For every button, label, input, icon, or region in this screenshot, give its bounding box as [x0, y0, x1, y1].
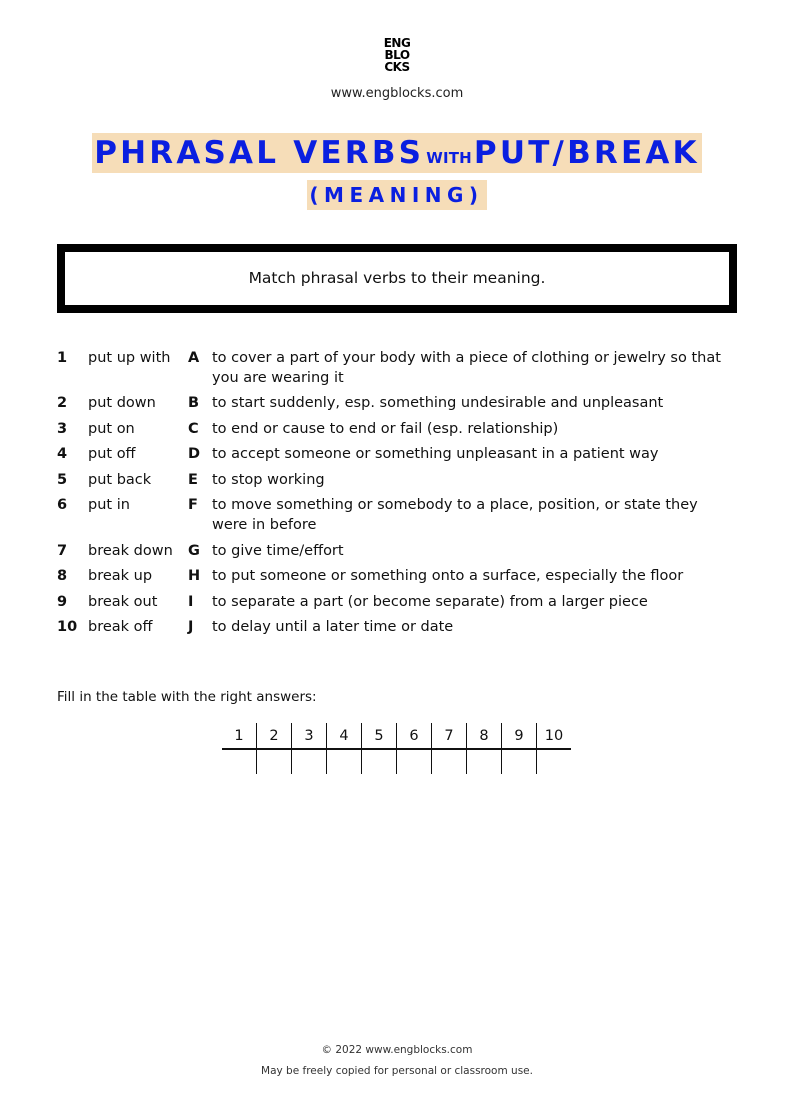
logo-line: ENG	[383, 36, 411, 50]
meaning-text: to separate a part (or become separate) from a larger piece	[212, 593, 648, 610]
answer-cell[interactable]	[327, 749, 362, 774]
meaning-letter: H	[188, 568, 201, 584]
title-part1: PHRASAL VERBS	[94, 135, 425, 171]
phrasal-verb: put down	[88, 395, 156, 411]
page-subtitle: (MEANING)	[307, 180, 486, 210]
phrasal-verb: break down	[88, 542, 173, 559]
footer-note: May be freely copied for personal or classroom use.	[261, 1065, 533, 1077]
meaning-letter: C	[188, 420, 199, 437]
verb-number: 10	[57, 619, 78, 635]
verb-number: 8	[57, 568, 68, 584]
engblocks-logo	[0, 37, 794, 73]
logo-line: CKS	[384, 60, 410, 74]
list-item	[57, 495, 747, 535]
phrasal-verb: break off	[88, 619, 153, 635]
answer-header-cell: 5	[362, 723, 397, 749]
meaning-letter: G	[188, 542, 200, 559]
answer-header-cell: 10	[537, 723, 572, 749]
answer-table	[222, 723, 571, 774]
meaning-text: to accept someone or something unpleasant in a patient way	[212, 446, 659, 462]
phrasal-verb: put back	[88, 471, 152, 488]
meaning-letter: D	[188, 446, 201, 462]
verb-number: 2	[57, 395, 68, 411]
answer-header-cell: 8	[467, 723, 502, 749]
site-url: www.engblocks.com	[330, 86, 464, 101]
list-item	[57, 419, 747, 439]
title-part2: PUT/BREAK	[473, 135, 700, 171]
phrasal-verb: break up	[88, 568, 153, 584]
phrasal-verb: put up with	[88, 350, 171, 366]
meaning-text: to cover a part of your body with a piece of clothing or jewelry so that you are wearing it	[212, 350, 721, 386]
matching-list	[57, 348, 747, 637]
answer-cell[interactable]	[432, 749, 467, 774]
answer-cell[interactable]	[467, 749, 502, 774]
list-item	[57, 592, 747, 612]
meaning-letter: A	[188, 350, 200, 366]
instruction-box	[57, 244, 737, 313]
verb-number: 7	[57, 542, 68, 559]
title-connector: WITH	[426, 149, 472, 167]
answer-row	[222, 749, 571, 774]
answer-cell[interactable]	[222, 749, 257, 774]
answer-cell[interactable]	[292, 749, 327, 774]
answer-cell[interactable]	[537, 749, 572, 774]
answer-cell[interactable]	[397, 749, 432, 774]
list-item	[57, 348, 747, 388]
list-item	[57, 470, 747, 490]
meaning-letter: F	[188, 497, 198, 513]
answer-header-cell: 2	[257, 723, 292, 749]
answer-cell[interactable]	[257, 749, 292, 774]
meaning-text: to give time/effort	[212, 542, 344, 559]
answer-cell[interactable]	[502, 749, 537, 774]
answer-header-cell: 4	[327, 723, 362, 749]
meaning-letter: I	[188, 593, 194, 610]
verb-number: 9	[57, 593, 68, 610]
title-highlight	[92, 133, 702, 173]
logo-line: BLO	[384, 48, 410, 62]
answer-header-row	[222, 723, 571, 749]
meaning-letter: E	[188, 471, 198, 488]
page-title	[0, 133, 794, 173]
meaning-letter: B	[188, 395, 200, 411]
meaning-text: to start suddenly, esp. something undesirable and unpleasant	[212, 395, 664, 411]
meaning-text: to stop working	[212, 471, 325, 488]
meaning-text: to end or cause to end or fail (esp. relationship)	[212, 420, 559, 437]
answer-cell[interactable]	[362, 749, 397, 774]
verb-number: 6	[57, 497, 68, 513]
meaning-text: to delay until a later time or date	[212, 619, 454, 635]
list-item	[57, 444, 747, 464]
phrasal-verb: put in	[88, 497, 130, 513]
list-item	[57, 541, 747, 561]
answer-header-cell: 1	[222, 723, 257, 749]
list-item	[57, 617, 747, 637]
verb-number: 1	[57, 350, 68, 366]
meaning-text: to move something or somebody to a place, position, or state they were in before	[212, 497, 698, 533]
verb-number: 3	[57, 420, 68, 437]
answer-header-cell: 7	[432, 723, 467, 749]
list-item	[57, 566, 747, 586]
phrasal-verb: break out	[88, 593, 158, 610]
meaning-letter: J	[188, 619, 194, 635]
list-item	[57, 393, 747, 413]
instruction-text: Match phrasal verbs to their meaning.	[248, 269, 546, 287]
phrasal-verb: put on	[88, 420, 135, 437]
page-subtitle-wrap	[0, 180, 794, 210]
footer-copyright: © 2022 www.engblocks.com	[321, 1044, 473, 1056]
answer-header-cell: 3	[292, 723, 327, 749]
meaning-text: to put someone or something onto a surface, especially the floor	[212, 568, 684, 584]
answer-header-cell: 6	[397, 723, 432, 749]
answer-header-cell: 9	[502, 723, 537, 749]
phrasal-verb: put off	[88, 446, 136, 462]
verb-number: 4	[57, 446, 68, 462]
verb-number: 5	[57, 471, 68, 488]
fill-instruction: Fill in the table with the right answers:	[57, 689, 317, 705]
